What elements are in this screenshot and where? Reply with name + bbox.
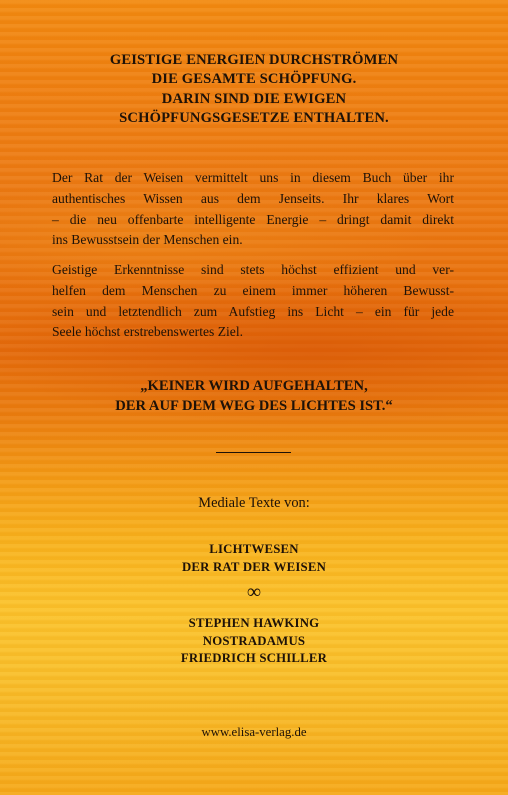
author-name: STEPHEN HAWKING bbox=[188, 616, 320, 630]
quote-line: DER AUF DEM WEG DES LICHTES IST.“ bbox=[115, 398, 393, 414]
paragraph-line: – die neu offenbarte intelligente Energie – dringt damit direkt bbox=[52, 211, 454, 227]
author-name: FRIEDRICH SCHILLER bbox=[180, 651, 328, 666]
quote bbox=[0, 376, 508, 416]
publisher-website: www.elisa-verlag.de bbox=[201, 725, 307, 739]
paragraph-line: helfen dem Menschen zu einem immer höheren Bewusst- bbox=[52, 282, 454, 298]
author-group-primary bbox=[0, 541, 508, 576]
author-name: NOSTRADAMUS bbox=[202, 633, 306, 648]
author-group-secondary bbox=[0, 615, 508, 668]
author-name: DER RAT DER WEISEN bbox=[181, 559, 327, 574]
headline-line: GEISTIGE ENERGIEN DURCHSTRÖMEN bbox=[109, 52, 399, 68]
intro-paragraph bbox=[52, 168, 454, 251]
headline-line: SCHÖPFUNGSGESETZE ENTHALTEN. bbox=[119, 109, 389, 126]
headline-line: DARIN SIND DIE EWIGEN bbox=[161, 90, 347, 107]
paragraph-line: sein und letztendlich zum Aufstieg ins Licht – ein für jede bbox=[52, 303, 454, 319]
author-name: LICHTWESEN bbox=[209, 542, 299, 556]
quote-line: „KEINER WIRD AUFGEHALTEN, bbox=[140, 378, 368, 394]
headline-line: DIE GESAMTE SCHÖPFUNG. bbox=[151, 71, 357, 88]
paragraph-line: authentisches Wissen aus dem Jenseits. Ihr klares Wort bbox=[52, 190, 454, 206]
infinity-icon: ∞ bbox=[246, 581, 262, 603]
paragraph-line: ins Bewusstsein der Menschen ein. bbox=[52, 232, 243, 248]
paragraph-line: Der Rat der Weisen vermittelt uns in diesem Buch über ihr bbox=[52, 170, 454, 185]
paragraph-line: Geistige Erkenntnisse sind stets höchst effizient und ver- bbox=[52, 262, 454, 277]
divider-rule bbox=[216, 452, 291, 453]
byline: Mediale Texte von: bbox=[198, 495, 310, 511]
paragraph-line: Seele höchst erstrebenswertes Ziel. bbox=[52, 324, 243, 340]
second-paragraph bbox=[52, 260, 454, 343]
headline bbox=[0, 51, 508, 128]
